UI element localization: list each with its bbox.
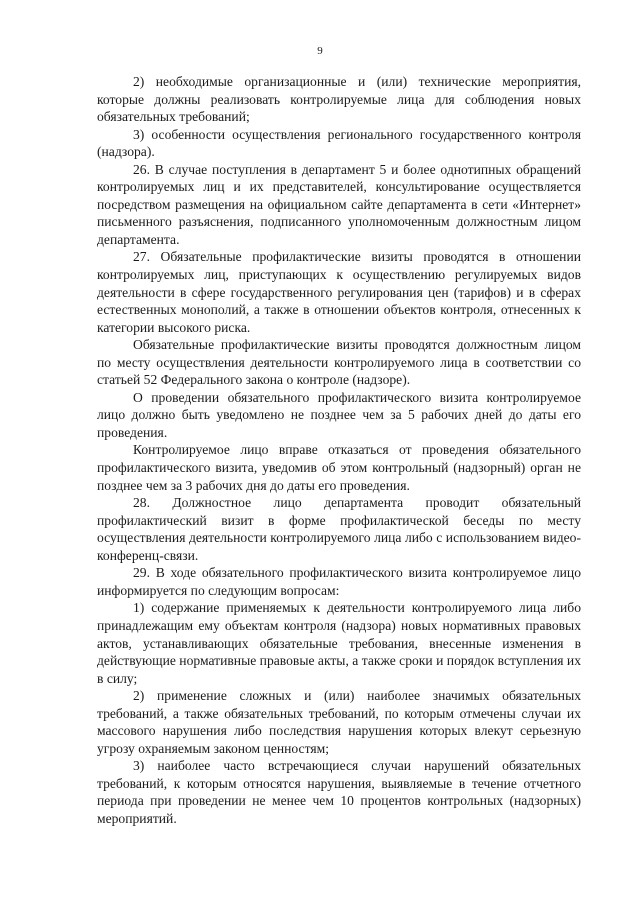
paragraph-item-3: 3) особенности осуществления регионального государственного контроля (надзора). [97,126,581,160]
paragraph-topic-3: 3) наиболее часто встречающиеся случаи нарушений обязательных требований, к которым относятся нарушения, выявляемые в течение отчетного периода при проведении не менее чем 10 процентов контрольных (надзорных) мероприятий. [97,758,581,826]
paragraph-topic-1: 1) содержание применяемых к деятельности контролируемого лица либо принадлежащим ему объектам контроля (надзора) новых нормативных правовых актов, устанавливающих обязательные требования, внесенные изменения в действующие нормативные правовые акты, а также сроки и порядок вступления их в силу; [97,600,581,686]
page-number: 9 [317,45,323,57]
paragraph-visit-notice: О проведении обязательного профилактического визита контролируемое лицо должно быть уведомлено не позднее чем за 5 рабочих дней до даты его проведения. [97,389,581,440]
paragraph-clause-28: 28. Должностное лицо департамента проводит обязательный профилактический визит в форме профилактической беседы по месту осуществления деятельности контролируемого лица либо с использованием видео-конференц-связи. [97,495,581,563]
paragraph-visit-location: Обязательные профилактические визиты проводятся должностным лицом по месту осуществления деятельности контролируемого лица в соответствии со статьей 52 Федерального закона о контроле (надзоре). [97,337,581,388]
paragraph-visit-refusal: Контролируемое лицо вправе отказаться от проведения обязательного профилактического визита, уведомив об этом контрольный (надзорный) орган не позднее чем за 3 рабочих дня до даты его проведения. [97,442,581,493]
paragraph-clause-27: 27. Обязательные профилактические визиты проводятся в отношении контролируемых лиц, приступающих к осуществлению регулируемых видов деятельности в сфере государственного регулирования цен (тарифов) и в сферах естественных монополий, а также в отношении объектов контроля, отнесенных к категории высокого риска. [97,249,581,335]
document-body [97,73,581,828]
paragraph-topic-2: 2) применение сложных и (или) наиболее значимых обязательных требований, а также обязательных требований, по которым отмечены случаи их массового нарушения либо последствия нарушения которых влекут серьезную угрозу охраняемым законом ценностям; [97,688,581,756]
paragraph-clause-29: 29. В ходе обязательного профилактического визита контролируемое лицо информируется по следующим вопросам: [97,565,581,598]
paragraph-item-2: 2) необходимые организационные и (или) технические мероприятия, которые должны реализовать контролируемые лица для соблюдения новых обязательных требований; [97,74,581,125]
paragraph-clause-26: 26. В случае поступления в департамент 5 и более однотипных обращений контролируемых лиц и их представителей, консультирование осуществляется посредством размещения на официальном сайте департамента в сети «Интернет» письменного разъяснения, подписанного уполномоченным должностным лицом департамента. [97,161,581,247]
